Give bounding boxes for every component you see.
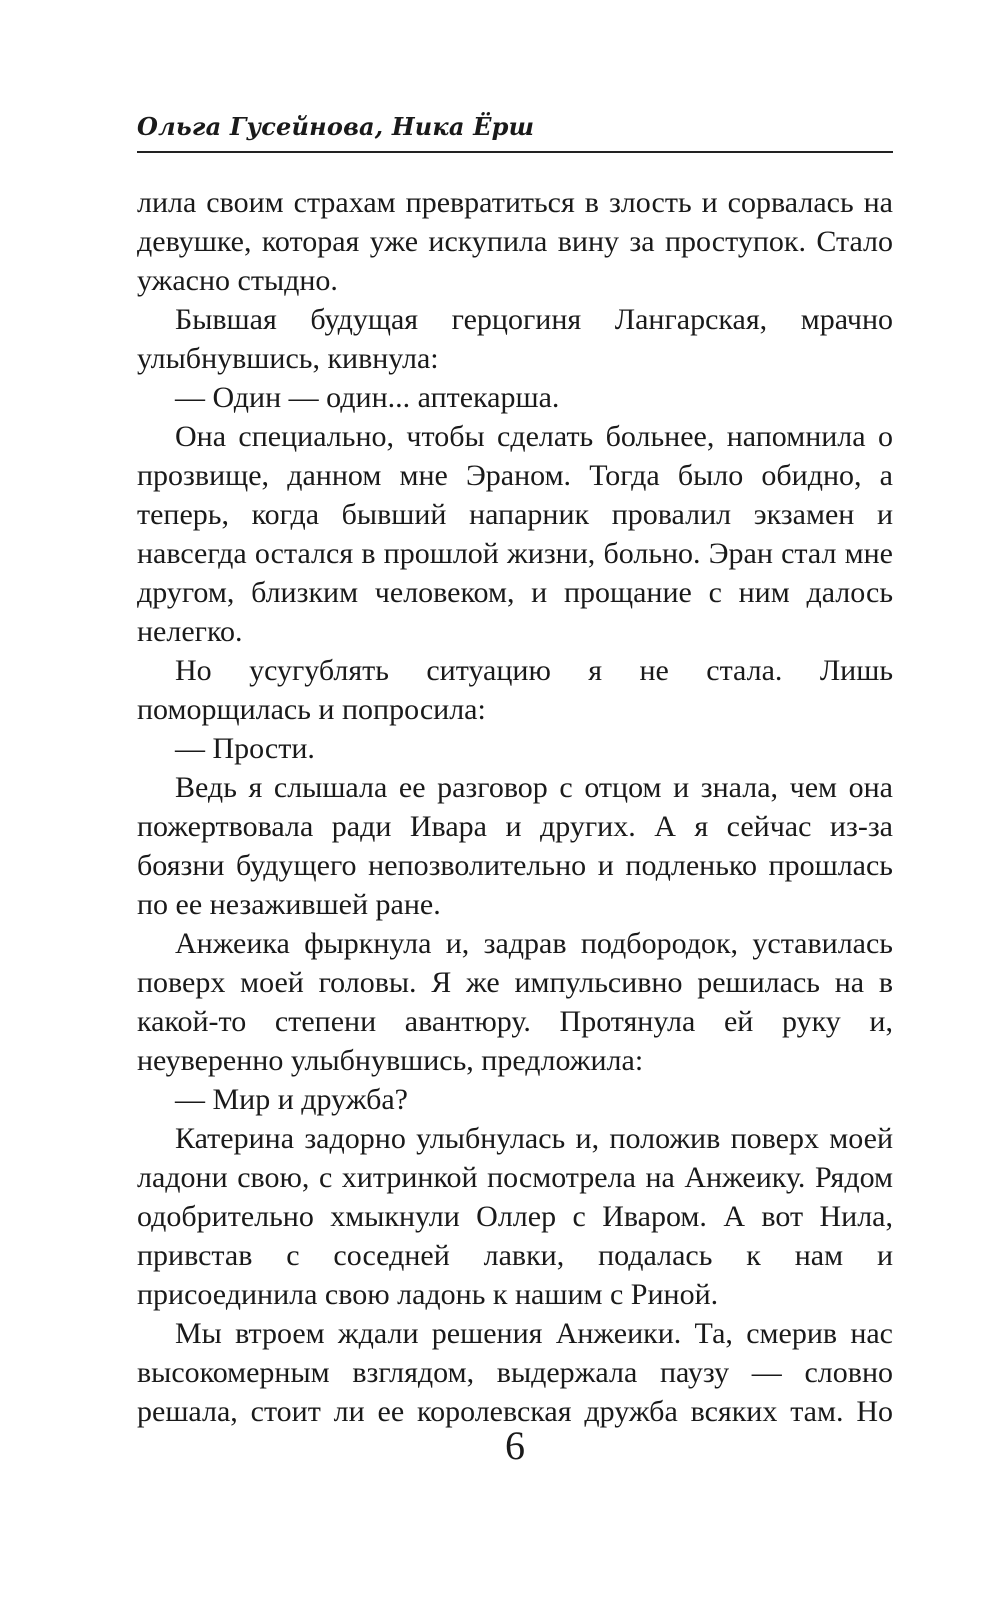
paragraph: Бывшая будущая герцогиня Лангарская, мрачно улыбнувшись, кивнула: [137, 303, 893, 375]
body-text [137, 183, 893, 1431]
dialogue-line: — Один — один... аптекарша. [175, 381, 560, 414]
paragraph: Анжеика фыркнула и, задрав подбородок, уставилась поверх моей головы. Я же импульсивно решилась на в какой-то степени авантюру. Протянула ей руку и, неуверенно улыбнувшись, предложила: [137, 927, 893, 1077]
paragraph: Она специально, чтобы сделать больнее, напомнила о прозвище, данном мне Эраном. Тогда было обидно, а теперь, когда бывший напарник провалил экзамен и навсегда остался в прошлой жизни, больно. Эран стал мне другом, близким человеком, и прощание с ним далось нелегко. [137, 420, 893, 648]
paragraph: Но усугублять ситуацию я не стала. Лишь поморщилась и попросила: [137, 654, 893, 726]
paragraph: Мы втроем ждали решения Анжеики. Та, смерив нас высокомерным взглядом, выдержала паузу — словно решала, стоит ли ее королевская дружба всяких там. Но [137, 1317, 893, 1428]
paragraph: лила своим страхам превратиться в злость и сорвалась на девушке, которая уже искупила вину за проступок. Стало ужасно стыдно. [137, 186, 893, 297]
page-number: 6 [505, 1423, 525, 1468]
paragraph: Ведь я слышала ее разговор с отцом и знала, чем она пожертвовала ради Ивара и других. А я сейчас из-за боязни будущего непозволительно и подленько прошлась по ее незажившей ране. [137, 771, 893, 921]
book-page [137, 0, 893, 1616]
header-rule [137, 151, 893, 153]
running-head-authors: Ольга Гусейнова, Ника Ёрш [137, 112, 535, 141]
dialogue-line: — Прости. [175, 732, 315, 765]
dialogue-line: — Мир и дружба? [175, 1083, 408, 1116]
paragraph: Катерина задорно улыбнулась и, положив поверх моей ладони свою, с хитринкой посмотрела на Анжеику. Рядом одобрительно хмыкнули Оллер с Иваром. А вот Нила, привстав с соседней лавки, подалась к нам и присоединила свою ладонь к нашим с Риной. [137, 1122, 893, 1311]
